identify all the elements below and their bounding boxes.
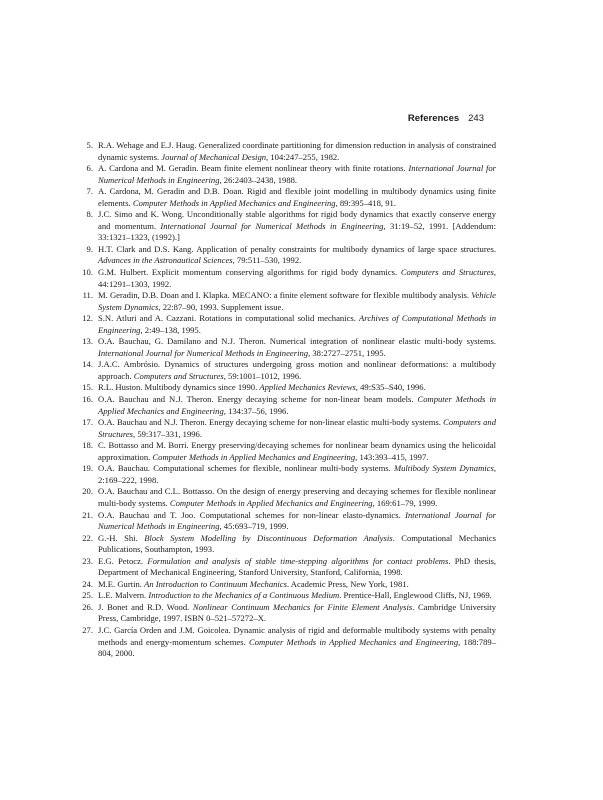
reference-source: An Introduction to Continuum Mechanics [144, 578, 287, 589]
reference-text: R.A. Wehage and E.J. Haug. Generalized coordinate partitioning for dimension reduction in analysis of constrained dynamic systems. [98, 140, 496, 162]
reference-item [78, 486, 496, 509]
reference-source: Introduction to the Mechanics of a Continuous Medium [148, 590, 340, 601]
reference-source: Computer Methods in Applied Mechanics and Engineering [98, 394, 496, 416]
reference-item [78, 313, 496, 336]
reference-item [78, 209, 496, 244]
reference-number: 18. [82, 440, 93, 451]
page-number: 243 [468, 113, 484, 124]
reference-source: Computer Methods in Applied Mechanics and Engineering [152, 451, 356, 462]
reference-source: International Journal for Numerical Methods in Engineering [160, 220, 384, 231]
reference-item [78, 244, 496, 267]
reference-source: Computers and Structures [400, 267, 494, 278]
reference-text: O.A. Bauchau and N.J. Theron. Energy decaying scheme for non-linear elastic multi-body systems. [98, 417, 444, 428]
reference-item [78, 440, 496, 463]
reference-text: , 22:87–90, 1993. Supplement issue. [158, 301, 284, 312]
reference-source: International Journal for Numerical Methods in Engineering [98, 509, 496, 532]
reference-item [78, 394, 496, 417]
reference-text: , 89:395–418, 91. [335, 197, 396, 208]
reference-text: , 134:37–56, 1996. [223, 405, 289, 416]
reference-text: J.C. Simo and K. Wong. Unconditionally stable algorithms for rigid body dynamics that exactly conserve energy and momentum. [98, 209, 496, 231]
reference-text: O.A. Bauchau. Computational schemes for flexible, nonlinear multi-body systems. [98, 463, 394, 474]
reference-text: , 2:49–138, 1995. [140, 324, 201, 335]
reference-source: Applied Mechanics Reviews [259, 382, 356, 393]
reference-number: 25. [82, 590, 93, 601]
reference-item [78, 533, 496, 556]
reference-source: Multibody System Dynamics [393, 463, 494, 474]
reference-text: , 2:169–222, 1998. [98, 463, 496, 485]
reference-item [78, 556, 496, 579]
reference-source: Computer Methods in Applied Mechanics and Engineering [132, 197, 336, 208]
reference-text: , 79:511–530, 1992. [232, 255, 302, 266]
reference-source: Advances in the Astronautical Sciences [98, 255, 233, 266]
reference-source: International Journal for Numerical Methods in Engineering [98, 163, 496, 185]
reference-number: 11. [82, 290, 93, 301]
reference-source: Computer Methods in Applied Mechanics and Engineering [248, 636, 459, 647]
reference-number: 17. [82, 417, 93, 428]
reference-text: R.L. Huston. Multibody dynamics since 1990. [98, 382, 260, 393]
reference-source: Journal of Mechanical Design [161, 151, 267, 162]
reference-text: , 49:S35–S40, 1996. [355, 382, 426, 393]
reference-source: Vehicle System Dynamics [98, 290, 496, 312]
reference-text: G.M. Hulbert. Explicit momentum conserving algorithms for rigid body dynamics. [98, 267, 401, 278]
running-header [408, 113, 484, 124]
reference-text: J.A.C. Ambrósio. Dynamics of structures undergoing gross motion and nonlinear deformations: a multibody approach. [98, 359, 496, 381]
reference-item [78, 510, 496, 533]
reference-number: 5. [86, 140, 93, 150]
reference-text: M.E. Gurtin. [98, 578, 145, 589]
reference-text: O.A. Bauchau and C.L. Bottasso. On the design of energy preserving and decaying schemes for flexible nonlinear multi-body systems. [98, 486, 496, 508]
reference-text: , 38:2727–2751, 1995. [308, 347, 386, 358]
reference-number: 24. [82, 578, 93, 589]
reference-source: International Journal for Numerical Methods in Engineering [98, 347, 309, 358]
reference-text: J.C. García Orden and J.M. Goicolea. Dynamic analysis of rigid and deformable multibody systems with penalty methods and energy-momentum schemes. [98, 624, 496, 647]
reference-number: 16. [82, 394, 93, 405]
reference-source: Computers and Structures [98, 417, 496, 439]
reference-number: 12. [82, 313, 93, 324]
reference-number: 13. [82, 336, 93, 347]
reference-text: O.A. Bauchau and T. Joo. Computational schemes for non-linear elasto-dynamics. [98, 509, 406, 520]
reference-number: 21. [82, 509, 93, 520]
reference-text: , 188:789–804, 2000. [98, 636, 496, 659]
reference-text: . PhD thesis, Department of Mechanical Engineering, Stanford University, Stanford, California, 1998. [98, 555, 497, 578]
reference-text: A. Cardona, M. Geradin and D.B. Doan. Rigid and flexible joint modelling in multibody dynamics using finite elements. [98, 186, 496, 208]
reference-item [78, 417, 496, 440]
reference-text: L.E. Malvern. [98, 590, 149, 601]
reference-item [78, 625, 496, 660]
reference-number: 23. [82, 555, 93, 566]
reference-item [78, 267, 496, 290]
reference-item [78, 163, 496, 186]
reference-text: , 45:693–719, 1999. [219, 521, 289, 532]
reference-number: 7. [86, 186, 93, 197]
reference-number: 9. [86, 243, 93, 254]
reference-text: G.-H. Shi. [98, 532, 145, 543]
reference-text: H.T. Clark and D.S. Kang. Application of penalty constraints for multibody dynamics of large space structures. [98, 243, 496, 254]
reference-item [78, 290, 496, 313]
reference-number: 19. [82, 463, 93, 474]
reference-text: O.A. Bauchau and N.J. Theron. Energy decaying scheme for non-linear beam models. [98, 394, 418, 405]
reference-text: . Prentice-Hall, Englewood Cliffs, NJ, 1969. [339, 590, 492, 601]
reference-text: S.N. Atluri and A. Cazzani. Rotations in computational solid mechanics. [98, 313, 360, 324]
reference-text: O.A. Bauchau, G. Damilano and N.J. Theron. Numerical integration of nonlinear elastic multi-body systems. [98, 336, 496, 347]
reference-text: , 31:19–52, 1991. [Addendum: 33:1321–1323, (1992).] [98, 220, 496, 243]
reference-text: . Cambridge University Press, Cambridge, 1997. ISBN 0–521–57272–X. [98, 601, 496, 624]
reference-text: A. Cardona and M. Geradin. Beam finite element nonlinear theory with finite rotations. [98, 163, 409, 174]
reference-number: 8. [86, 209, 93, 220]
reference-number: 22. [82, 532, 93, 543]
reference-item [78, 186, 496, 209]
reference-item [78, 602, 496, 625]
reference-number: 27. [82, 624, 93, 635]
reference-list [78, 140, 496, 660]
reference-item [78, 579, 496, 591]
reference-number: 26. [82, 601, 93, 612]
reference-item [78, 382, 496, 394]
section-title: References [407, 113, 460, 124]
reference-text: , 104:247–255, 1982. [266, 151, 340, 162]
reference-item [78, 463, 496, 486]
reference-number: 6. [86, 163, 93, 174]
reference-number: 14. [82, 359, 93, 370]
reference-item [78, 590, 496, 602]
reference-item [78, 359, 496, 382]
reference-source: Computer Methods in Applied Mechanics and Engineering [169, 497, 373, 508]
reference-number: 10. [82, 267, 93, 278]
reference-source: Computers and Structures [133, 370, 224, 381]
reference-text: , 59:1001–1012, 1996. [223, 370, 302, 381]
reference-item [78, 336, 496, 359]
reference-source: Nonlinear Continuum Mechanics for Finite Element Analysis [192, 601, 413, 612]
reference-number: 15. [82, 382, 93, 393]
reference-text: C. Bottasso and M. Borri. Energy preserving/decaying schemes for nonlinear beam dynamics using the helicoidal approximation. [98, 440, 496, 462]
reference-text: E.G. Petocz. [98, 555, 148, 566]
reference-text: M. Geradin, D.B. Doan and I. Klapka. MECANO: a finite element software for flexible multibody analysis. [98, 290, 472, 301]
reference-source: Block System Modelling by Discontinuous Deformation Analysis [144, 532, 393, 543]
reference-text: . Academic Press, New York, 1981. [286, 578, 409, 589]
reference-number: 20. [82, 486, 93, 497]
reference-text: , 143:393–415, 1997. [355, 451, 429, 462]
reference-source: Archives of Computational Methods in Engineering [98, 313, 496, 335]
reference-text: , 169:61–79, 1999. [372, 497, 438, 508]
reference-text: , 59:317–331, 1996. [133, 428, 203, 439]
reference-text: . Computational Mechanics Publications, Southampton, 1993. [98, 532, 497, 555]
reference-text: , 26:2403–2438, 1988. [219, 174, 298, 185]
reference-source: Formulation and analysis of stable time-stepping algorithms for contact problems [147, 555, 449, 566]
reference-text: J. Bonet and R.D. Wood. [98, 601, 193, 612]
reference-text: , 44:1291–1303, 1992. [98, 267, 496, 289]
reference-item [78, 140, 496, 163]
